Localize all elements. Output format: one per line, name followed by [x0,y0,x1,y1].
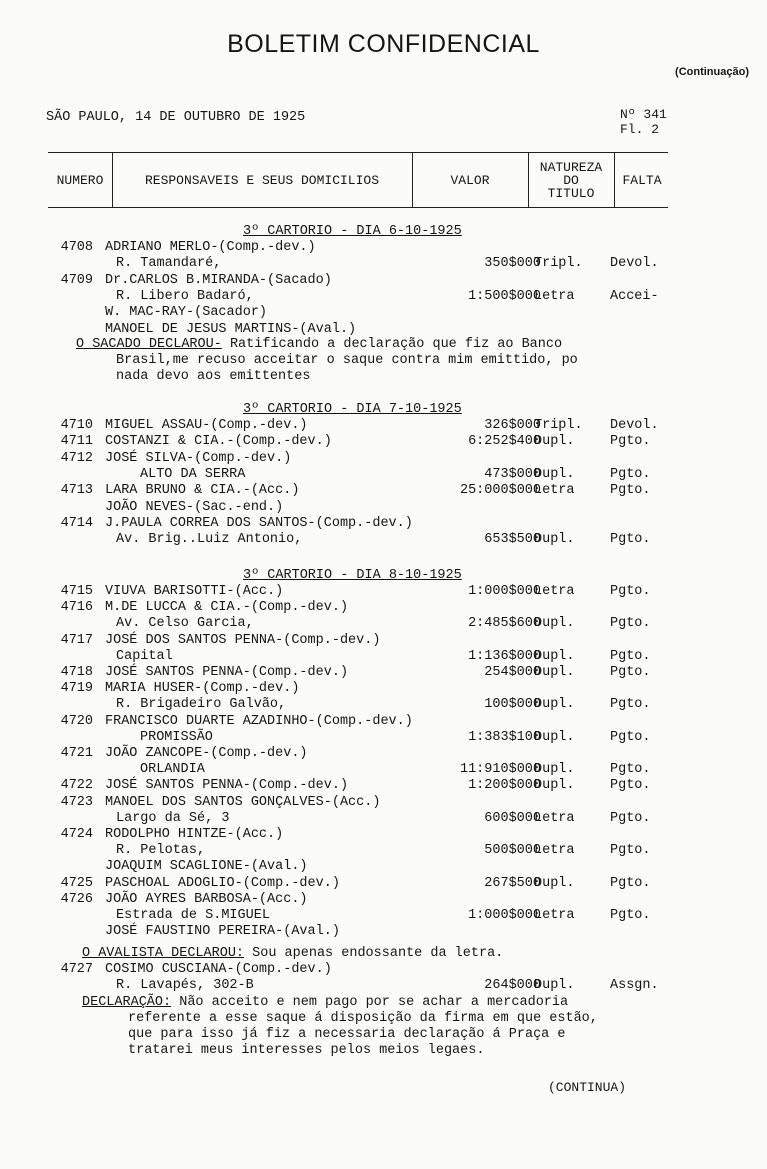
row-value: 2:485$600 [468,616,541,632]
header-falta: FALTA [622,172,662,188]
row-number: 4719 [60,681,93,697]
row-title-type: Letra [534,843,575,859]
table-row [0,483,767,499]
table-row [0,305,767,321]
header-divider [112,153,113,207]
row-value: 1:383$100 [468,729,541,745]
row-title-type: Tripl. [534,418,583,433]
row-responsible: R. Brigadeiro Galvão, [116,697,287,713]
row-responsible: JOSÉ SANTOS PENNA-(Comp.-dev.) [105,778,349,794]
row-falta: Devol. [610,418,659,433]
row-title-type: Dupl. [534,778,575,794]
document-title: BOLETIM CONFIDENCIAL [227,30,540,58]
row-number: 4709 [60,272,93,288]
row-falta: Pgto. [610,665,651,680]
row-value: 500$000 [484,843,541,859]
row-falta: Pgto. [610,697,651,713]
row-title-type: Dupl. [534,875,575,891]
row-responsible: Dr.CARLOS B.MIRANDA-(Sacado) [105,272,332,288]
row-value: 11:910$000 [459,762,541,778]
row-title-type: Dupl. [534,532,575,548]
table-row [0,859,767,875]
row-number: 4724 [60,827,93,842]
row-responsible: JOSÉ SILVA-(Comp.-dev.) [105,450,292,466]
declaracao-line: que para isso já fiz a necessaria declaração á Praça e [128,1027,566,1042]
table-row [0,978,767,994]
row-number: 4713 [60,483,93,499]
row-responsible: M.DE LUCCA & CIA.-(Comp.-dev.) [105,600,349,616]
row-value: 1:136$000 [468,648,541,664]
section-heading: 3º CARTORIO - DIA 8-10-1925 [243,568,462,583]
table-row [0,434,767,450]
row-title-type: Letra [534,908,575,923]
declaracao-note [82,995,568,1011]
row-falta: Pgto. [610,483,651,499]
row-responsible: Capital [116,648,173,664]
row-responsible: R. Libero Badaró, [116,288,254,304]
row-value: 653$500 [484,532,541,548]
row-title-type: Dupl. [534,697,575,713]
table-row [0,500,767,516]
row-falta: Pgto. [610,843,651,859]
table-row [0,240,767,256]
row-responsible: R. Tamandaré, [116,256,222,272]
table-row [0,418,767,434]
table-row [0,892,767,908]
row-responsible: VIUVA BARISOTTI-(Acc.) [105,584,284,599]
row-falta: Pgto. [610,778,651,794]
table-row [0,467,767,483]
row-responsible: JOÃO NEVES-(Sac.-end.) [105,499,284,515]
row-responsible: Av. Brig..Luiz Antonio, [116,532,303,548]
row-falta: Pgto. [610,810,651,826]
table-row [0,746,767,762]
avalista-note [82,946,503,962]
row-number: 4710 [60,418,93,433]
row-value: 600$000 [484,810,541,826]
row-title-type: Dupl. [534,434,575,450]
row-responsible: JOÃO AYRES BARBOSA-(Acc.) [105,891,308,907]
row-number: 4708 [60,240,93,255]
table-row [0,843,767,859]
table-row [0,697,767,713]
row-value: 473$000 [484,466,541,482]
table-row [0,876,767,892]
table-row [0,778,767,794]
row-responsible: JOAQUIM SCAGLIONE-(Aval.) [105,859,308,875]
place-date: SÃO PAULO, 14 DE OUTUBRO DE 1925 [46,110,306,125]
row-responsible: R. Pelotas, [116,843,206,859]
row-falta: Pgto. [610,584,651,599]
row-title-type: Dupl. [534,665,575,680]
row-number: 4722 [60,778,93,794]
row-responsible: R. Lavapés, 302-B [116,978,254,994]
table-row [0,714,767,730]
row-responsible: COSTANZI & CIA.-(Comp.-dev.) [105,434,332,450]
row-responsible: MANOEL DE JESUS MARTINS-(Aval.) [105,321,357,337]
header-responsaveis: RESPONSAVEIS E SEUS DOMICILIOS [144,172,380,188]
declaracao-label: DECLARAÇÃO: [82,995,172,1010]
table-row [0,730,767,746]
sacado-note [76,337,562,353]
row-responsible: J.PAULA CORREA DOS SANTOS-(Comp.-dev.) [105,515,413,531]
avalista-text: Sou apenas endossante da letra. [252,946,504,961]
row-responsible: ALTO DA SERRA [140,466,246,482]
row-title-type: Tripl. [534,256,583,272]
row-responsible: MANOEL DOS SANTOS GONÇALVES-(Acc.) [105,794,381,810]
row-responsible: JOSÉ DOS SANTOS PENNA-(Comp.-dev.) [105,632,381,648]
row-value: 1:200$000 [468,778,541,794]
row-title-type: Dupl. [534,729,575,745]
table-row [0,256,767,272]
row-falta: Assgn. [610,978,659,994]
row-title-type: Dupl. [534,978,575,994]
row-responsible: Largo da Sé, 3 [116,810,230,826]
continuation-label: (Continuação) [675,66,749,78]
row-responsible: LARA BRUNO & CIA.-(Acc.) [105,483,300,499]
row-falta: Pgto. [610,908,651,923]
row-responsible: PASCHOAL ADOGLIO-(Comp.-dev.) [105,875,340,891]
header-natureza: NATUREZA DO TITULO [539,159,603,201]
row-falta: Pgto. [610,532,651,548]
row-number: 4715 [60,584,93,599]
row-responsible: JOSÉ SANTOS PENNA-(Comp.-dev.) [105,665,349,680]
row-title-type: Dupl. [534,648,575,664]
avalista-label: O AVALISTA DECLAROU: [82,946,245,961]
row-falta: Accei- [610,288,659,304]
row-falta: Pgto. [610,466,651,482]
table-row [0,649,767,665]
row-title-type: Letra [534,288,575,304]
declaracao-line: referente a esse saque á disposição da firma em que estão, [128,1011,598,1026]
row-responsible: PROMISSÃO [140,729,213,745]
row-number: 4717 [60,632,93,648]
row-responsible: JOÃO ZANCOPE-(Comp.-dev.) [105,746,308,761]
table-row [0,273,767,289]
row-number: 4714 [60,515,93,531]
row-number: 4723 [60,794,93,810]
note-label: O SACADO DECLAROU- [76,337,222,352]
header-divider [614,153,615,207]
declaracao-line: Não acceito e nem pago por se achar a mercadoria [179,995,569,1010]
table-row [0,600,767,616]
row-falta: Devol. [610,256,659,272]
table-row [0,516,767,532]
row-value: 254$000 [484,665,541,680]
row-number: 4718 [60,665,93,680]
table-row [0,322,767,338]
table-row [0,924,767,940]
row-responsible: Estrada de S.MIGUEL [116,908,270,923]
row-number: 4711 [60,434,93,450]
row-responsible: RODOLPHO HINTZE-(Acc.) [105,827,284,842]
row-number: 4712 [60,450,93,466]
row-falta: Pgto. [610,875,651,891]
row-title-type: Letra [534,810,575,826]
row-number: 4727 [60,962,93,977]
row-value: 1:000$000 [468,584,541,599]
row-falta: Pgto. [610,729,651,745]
row-value: 264$000 [484,978,541,994]
row-title-type: Letra [534,584,575,599]
table-row [0,811,767,827]
table-row [0,584,767,600]
row-responsible: COSIMO CUSCIANA-(Comp.-dev.) [105,962,332,977]
note-line: Ratificando a declaração que fiz ao Banco [229,337,563,352]
row-value: 326$000 [484,418,541,433]
row-responsible: MIGUEL ASSAU-(Comp.-dev.) [105,418,308,433]
section-heading: 3º CARTORIO - DIA 6-10-1925 [243,224,462,239]
declaracao-line: tratarei meus interesses pelos meios legaes. [128,1043,485,1058]
table-row [0,827,767,843]
row-title-type: Dupl. [534,466,575,482]
row-responsible: W. MAC-RAY-(Sacador) [105,305,268,321]
table-row [0,532,767,548]
row-value: 6:252$400 [468,434,541,450]
header-divider [528,153,529,207]
row-responsible: JOSÉ FAUSTINO PEREIRA-(Aval.) [105,924,340,940]
table-row [0,908,767,924]
row-number: 4716 [60,600,93,616]
row-falta: Pgto. [610,762,651,778]
table-row [0,633,767,649]
row-value: 1:500$000 [468,288,541,304]
row-responsible: Av. Celso Garcia, [116,616,254,632]
table-row [0,762,767,778]
table-row [0,795,767,811]
row-value: 100$000 [484,697,541,713]
row-responsible: MARIA HUSER-(Comp.-dev.) [105,681,300,697]
row-number: 4720 [60,713,93,729]
row-responsible: ORLANDIA [140,762,205,778]
row-value: 1:000$000 [468,908,541,923]
row-title-type: Dupl. [534,616,575,632]
row-responsible: FRANCISCO DUARTE AZADINHO-(Comp.-dev.) [105,713,413,729]
folio-number: Fl. 2 [620,122,660,137]
row-falta: Pgto. [610,616,651,632]
row-number: 4726 [60,891,93,907]
table-row [0,681,767,697]
row-title-type: Letra [534,483,575,499]
continua-label: (CONTINUA) [548,1080,627,1095]
table-row [0,665,767,681]
header-divider [412,153,413,207]
table-row [0,289,767,305]
row-falta: Pgto. [610,434,651,450]
row-value: 267$500 [484,875,541,891]
table-row [0,616,767,632]
row-falta: Pgto. [610,648,651,664]
row-responsible: ADRIANO MERLO-(Comp.-dev.) [105,240,316,255]
table-header [48,152,668,208]
table-row [0,962,767,978]
row-title-type: Dupl. [534,762,575,778]
table-row [0,451,767,467]
header-valor: VALOR [450,172,490,188]
note-line: Brasil,me recuso acceitar o saque contra mim emittido, po [116,353,578,368]
row-value: 350$000 [484,256,541,272]
note-line: nada devo aos emittentes [116,369,311,384]
row-value: 25:000$000 [459,483,541,499]
row-number: 4721 [60,746,93,761]
row-number: 4725 [60,875,93,891]
bulletin-number: Nº 341 [620,107,667,122]
header-numero: NUMERO [56,172,104,188]
section-heading: 3º CARTORIO - DIA 7-10-1925 [243,402,462,417]
